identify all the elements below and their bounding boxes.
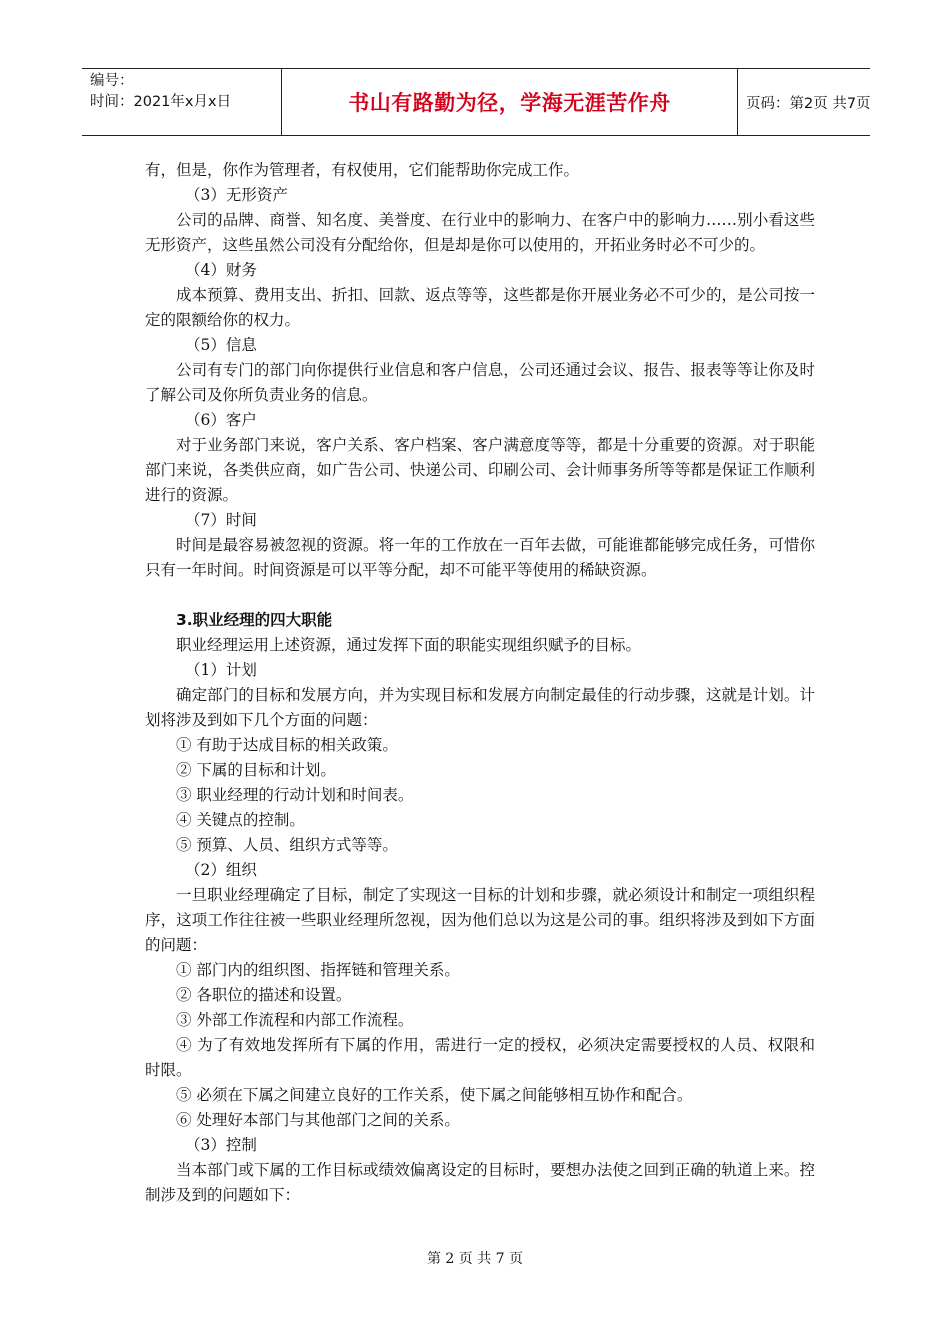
page-header bbox=[82, 68, 870, 136]
list-item: ⑤ 必须在下属之间建立良好的工作关系，使下属之间能够相互协作和配合。 bbox=[176, 1086, 693, 1104]
subheading-plan: （1）计划 bbox=[185, 661, 257, 679]
header-meta bbox=[82, 69, 282, 135]
list-item: ② 下属的目标和计划。 bbox=[176, 761, 336, 779]
list-item: ② 各职位的描述和设置。 bbox=[176, 986, 352, 1004]
subheading-intangible-assets: （3）无形资产 bbox=[185, 186, 288, 204]
subheading-information: （5）信息 bbox=[185, 336, 257, 354]
list-item: ⑤ 预算、人员、组织方式等等。 bbox=[176, 836, 398, 854]
list-item: ① 部门内的组织图、指挥链和管理关系。 bbox=[176, 961, 460, 979]
list-item: ④ 关键点的控制。 bbox=[176, 811, 305, 829]
paragraph: 成本预算、费用支出、折扣、回款、返点等等，这些都是你开展业务必不可少的，是公司按一定的限额给你的权力。 bbox=[145, 286, 815, 329]
paragraph: 对于业务部门来说，客户关系、客户档案、客户满意度等等，都是十分重要的资源。对于职能部门来说，各类供应商，如广告公司、快递公司、印刷公司、会计师事务所等等都是保证工作顺利进行的资源。 bbox=[145, 436, 815, 504]
paragraph: 当本部门或下属的工作目标或绩效偏离设定的目标时，要想办法使之回到正确的轨道上来。控制涉及到的问题如下： bbox=[145, 1161, 815, 1204]
list-item: ⑥ 处理好本部门与其他部门之间的关系。 bbox=[176, 1111, 460, 1129]
subheading-time: （7）时间 bbox=[185, 511, 257, 529]
paragraph: 确定部门的目标和发展方向，并为实现目标和发展方向制定最佳的行动步骤，这就是计划。计划将涉及到如下几个方面的问题： bbox=[145, 686, 815, 729]
list-item: ④ 为了有效地发挥所有下属的作用，需进行一定的授权，必须决定需要授权的人员、权限和时限。 bbox=[145, 1036, 815, 1079]
subheading-customer: （6）客户 bbox=[185, 411, 257, 429]
list-item: ① 有助于达成目标的相关政策。 bbox=[176, 736, 398, 754]
subheading-control: （3）控制 bbox=[185, 1136, 257, 1154]
header-motto: 书山有路勤为径，学海无涯苦作舟 bbox=[282, 69, 738, 135]
document-date: 时间：2021年x月x日 bbox=[90, 94, 232, 110]
paragraph: 职业经理运用上述资源，通过发挥下面的职能实现组织赋予的目标。 bbox=[176, 636, 642, 654]
section-title: 3.职业经理的四大职能 bbox=[176, 611, 333, 629]
paragraph: 有，但是，你作为管理者，有权使用，它们能帮助你完成工作。 bbox=[145, 161, 580, 179]
paragraph: 公司的品牌、商誉、知名度、美誉度、在行业中的影响力、在客户中的影响力……别小看这些无形资产，这些虽然公司没有分配给你，但是却是你可以使用的，开拓业务时必不可少的。 bbox=[145, 211, 815, 254]
document-number-label: 编号： bbox=[90, 73, 134, 89]
paragraph: 公司有专门的部门向你提供行业信息和客户信息，公司还通过会议、报告、报表等等让你及时了解公司及你所负责业务的信息。 bbox=[145, 361, 815, 404]
paragraph: 时间是最容易被忽视的资源。将一年的工作放在一百年去做，可能谁都能够完成任务，可惜你只有一年时间。时间资源是可以平等分配，却不可能平等使用的稀缺资源。 bbox=[145, 536, 815, 579]
page-footer: 第 2 页 共 7 页 bbox=[426, 1251, 524, 1267]
list-item: ③ 外部工作流程和内部工作流程。 bbox=[176, 1011, 414, 1029]
subheading-finance: （4）财务 bbox=[185, 261, 257, 279]
document-body bbox=[145, 158, 815, 1208]
list-item: ③ 职业经理的行动计划和时间表。 bbox=[176, 786, 414, 804]
paragraph: 一旦职业经理确定了目标，制定了实现这一目标的计划和步骤，就必须设计和制定一项组织程序，这项工作往往被一些职业经理所忽视，因为他们总以为这是公司的事。组织将涉及到如下方面的问题： bbox=[145, 886, 815, 954]
subheading-organize: （2）组织 bbox=[185, 861, 257, 879]
header-page-info: 页码：第2页 共7页 bbox=[746, 95, 871, 112]
